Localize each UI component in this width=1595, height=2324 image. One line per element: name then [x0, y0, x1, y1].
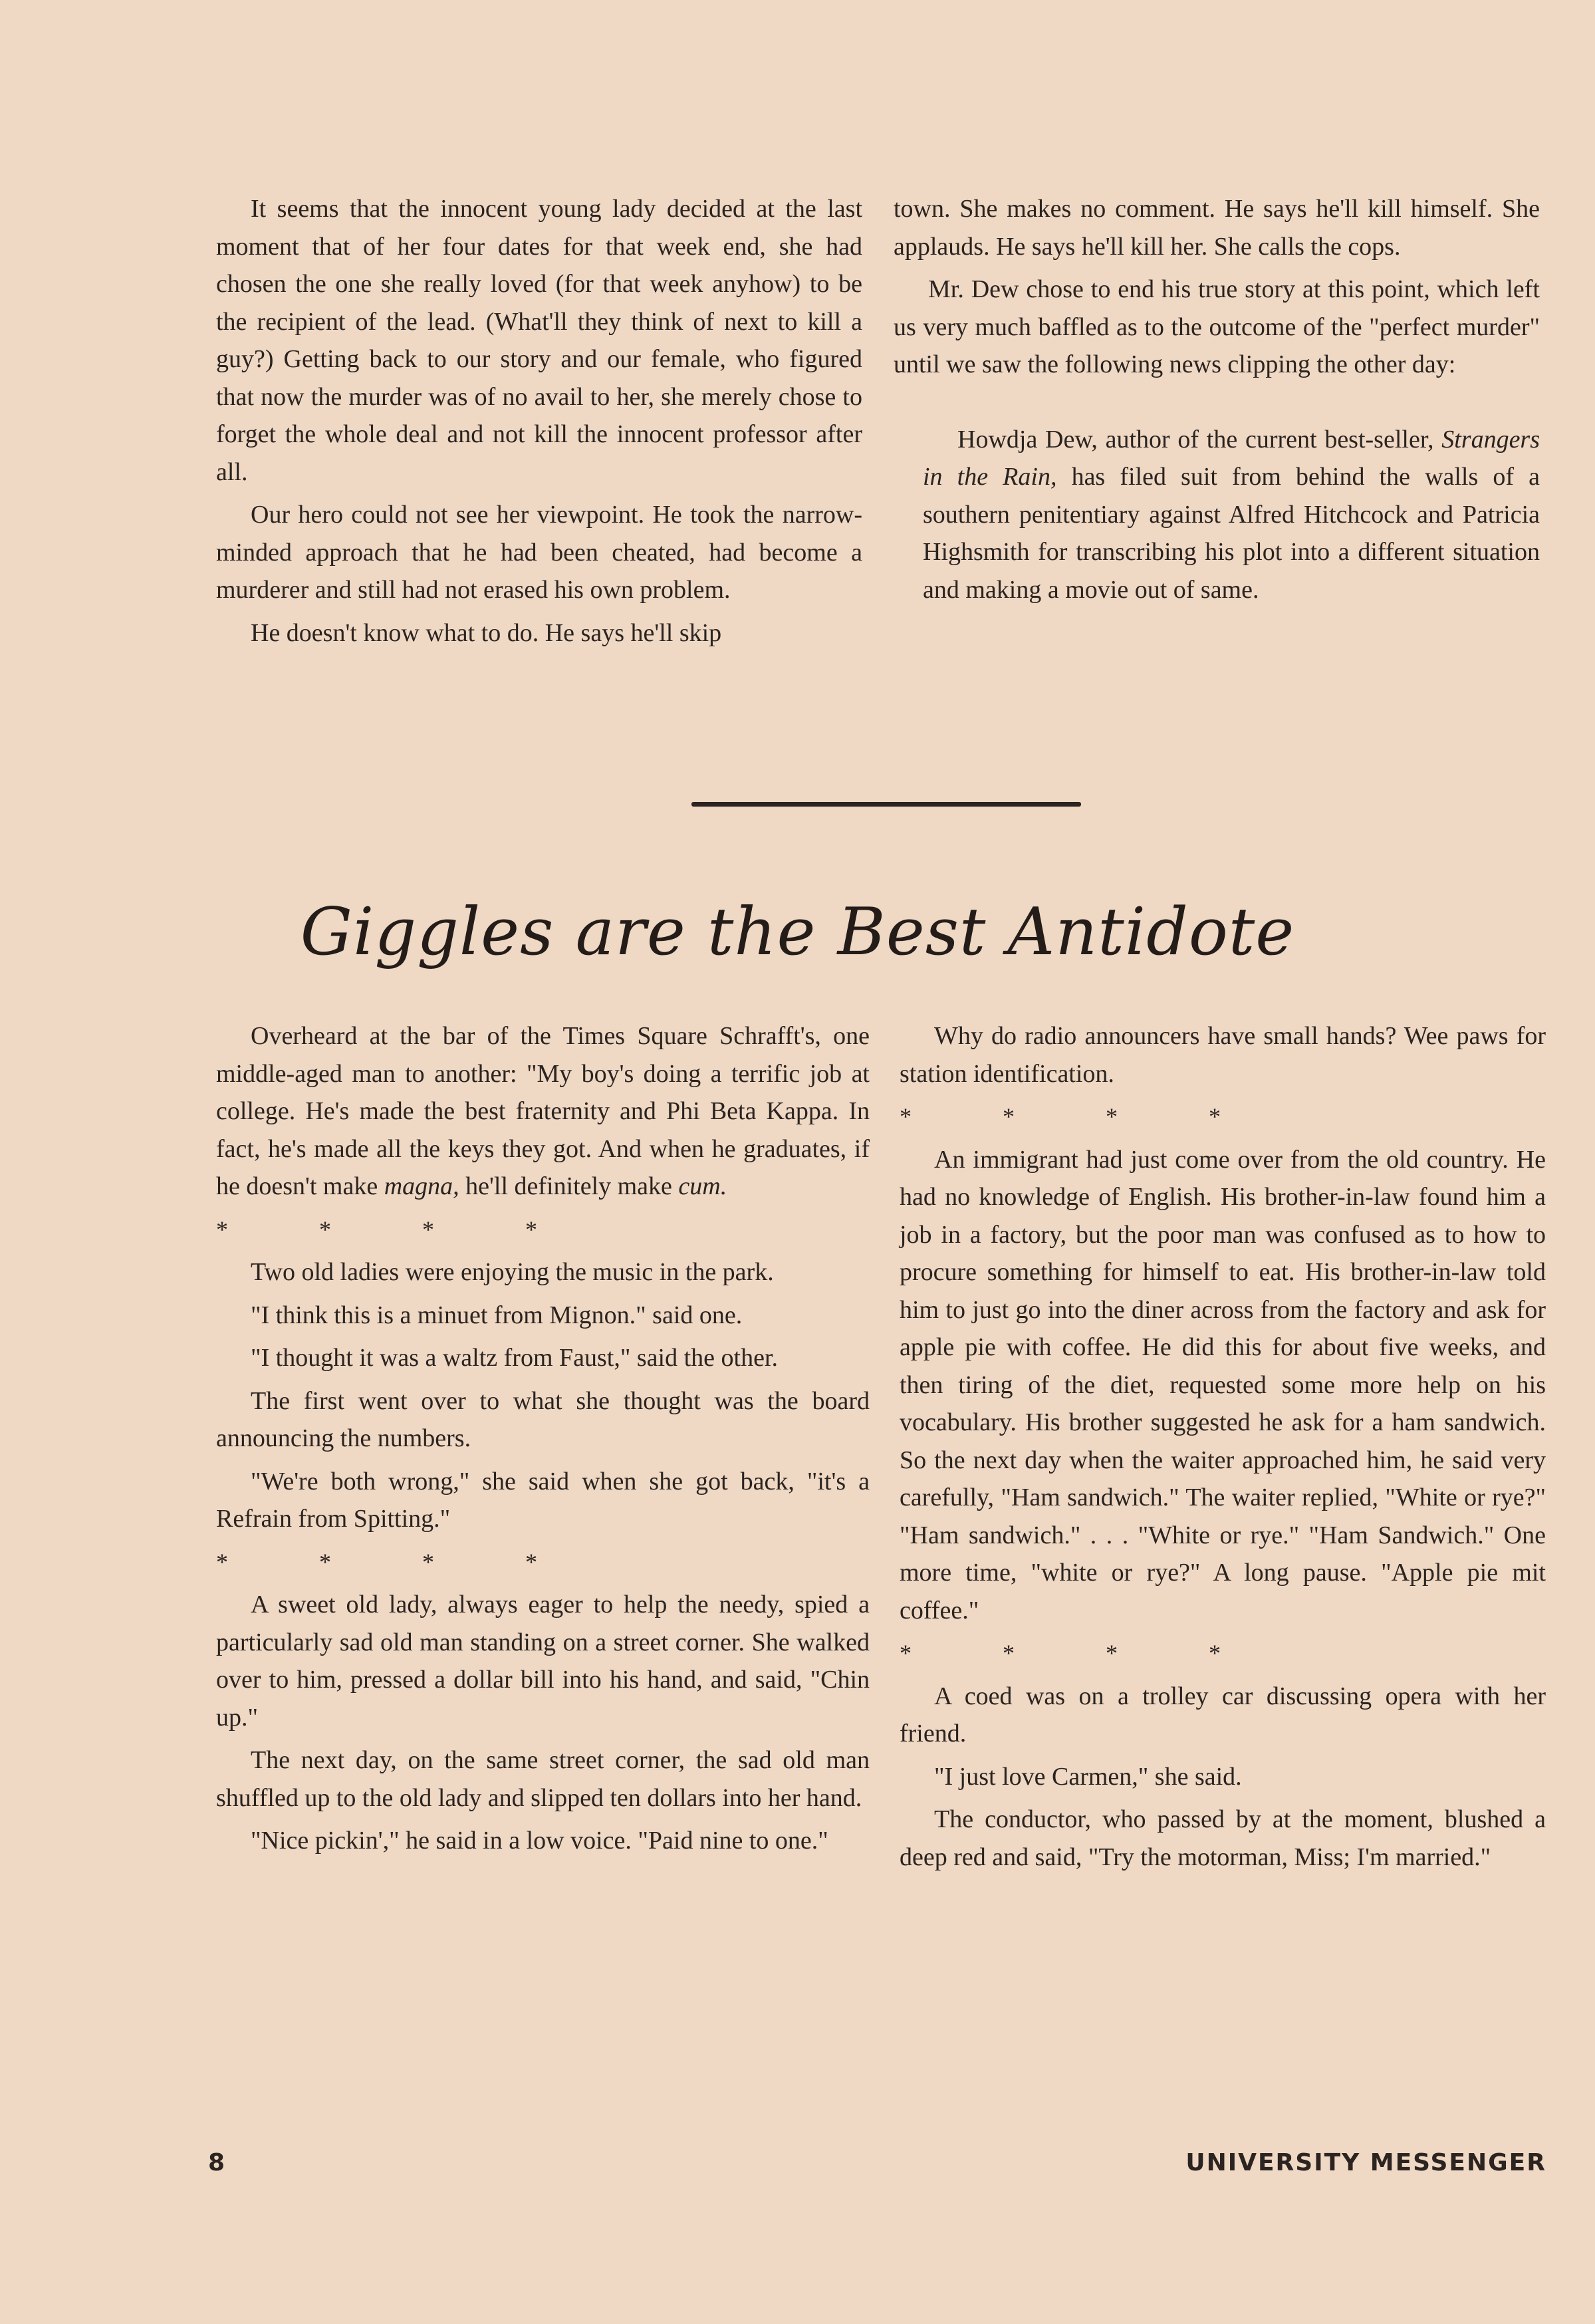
italic-word: cum.: [678, 1172, 727, 1200]
joke-text: Overheard at the bar of the Times Square Schrafft's, one middle-aged man to another: "My boy's doing a terrific job at college. He's made the best fraternity and Phi Beta Kappa. In fact, he's made all the keys they got. And when he graduates, if he doesn't make: [216, 1022, 870, 1200]
separator-stars: * * * *: [216, 1548, 580, 1575]
joke-text: he'll definitely make: [465, 1172, 672, 1200]
italic-word: magna,: [384, 1172, 459, 1200]
magazine-name: UNIVERSITY MESSENGER: [1185, 2149, 1546, 2176]
joke-paragraph: Why do radio announcers have small hands? Wee paws for station identification.: [900, 1022, 1546, 1088]
separator-stars: * * * *: [900, 1103, 1263, 1130]
section-divider: [691, 802, 1081, 807]
jokes-right-column: [900, 1017, 1546, 1881]
joke-paragraph: "I thought it was a waltz from Faust," said the other.: [251, 1344, 778, 1372]
section-headline: Giggles are the Best Antidote: [300, 894, 1295, 970]
joke-paragraph: A sweet old lady, always eager to help the needy, spied a particularly sad old man standing on a street corner. She walked over to him, pressed a dollar bill into his hand, and said, "Chin up.": [216, 1591, 870, 1732]
joke-paragraph: The first went over to what she thought was the board announcing the numbers.: [216, 1386, 870, 1452]
joke-paragraph: "I just love Carmen," she said.: [934, 1762, 1242, 1791]
story-paragraph: Our hero could not see her viewpoint. He took the narrow-minded approach that he had been cheated, had become a murderer and still had not erased his own problem.: [216, 501, 862, 604]
clipping-text: has filed suit from behind the walls of a southern penitentiary against Alfred Hitchcock and Patricia Highsmith for transcribing his plot into a different situation and making a movie out of same.: [923, 463, 1540, 604]
joke-paragraph: A coed was on a trolley car discussing opera with her friend.: [900, 1682, 1546, 1747]
joke-paragraph: Two old ladies were enjoying the music in the park.: [251, 1258, 774, 1286]
joke-paragraph: "Nice pickin'," he said in a low voice. "Paid nine to one.": [251, 1827, 828, 1855]
story-paragraph: He doesn't know what to do. He says he'll skip: [251, 618, 722, 647]
separator-stars: * * * *: [900, 1640, 1263, 1666]
joke-paragraph: [216, 1017, 870, 1206]
story-left-column: [216, 190, 862, 657]
joke-paragraph: "We're both wrong," she said when she got back, "it's a Refrain from Spitting.": [216, 1467, 870, 1533]
clipping-text: Howdja Dew, author of the current best-seller,: [957, 425, 1434, 453]
book-title: Strangers in the Rain,: [923, 425, 1540, 491]
story-right-column: [894, 190, 1540, 608]
story-paragraph: town. She makes no comment. He says he'll kill himself. She applauds. He says he'll kill her. She calls the cops.: [894, 195, 1540, 261]
separator-stars: * * * *: [216, 1216, 580, 1243]
joke-paragraph: An immigrant had just come over from the old country. He had no knowledge of English. His brother-in-law found him a job in a factory, but the poor man was confused as to how to procure something for himself to eat. His brother-in-law told him to just go into the diner across from the factory and ask for apple pie with coffee. He did this for about five weeks, and then tiring of the diet, requested some more help on his vocabulary. His brother suggested he ask for a ham sandwich. So the next day when the waiter approached him, he said very carefully, "Ham sandwich." The waiter replied, "White or rye?" "Ham sandwich." . . . "White or rye." "Ham Sandwich." One more time, "white or rye?" A long pause. "Apple pie mit coffee.": [900, 1145, 1546, 1624]
story-paragraph: Mr. Dew chose to end his true story at this point, which left us very much baffled as to the outcome of the "perfect murder" until we saw the following news clipping the other day:: [894, 275, 1540, 378]
joke-paragraph: The next day, on the same street corner, the sad old man shuffled up to the old lady and slipped ten dollars into her hand.: [216, 1746, 870, 1812]
jokes-left-column: [216, 1017, 870, 1865]
joke-paragraph: "I think this is a minuet from Mignon." said one.: [251, 1301, 743, 1329]
joke-paragraph: The conductor, who passed by at the moment, blushed a deep red and said, "Try the motorman, Miss; I'm married.": [900, 1805, 1546, 1871]
news-clipping: [923, 421, 1540, 609]
page-number: 8: [208, 2149, 227, 2176]
story-paragraph: It seems that the innocent young lady decided at the last moment that of her four dates for that week end, she had chosen the one she really loved (for that week anyhow) to be the recipient of the lead. (What'll they think of next to kill a guy?) Getting back to our story and our female, who figured that now the murder was of no avail to her, she merely chose to forget the whole deal and not kill the innocent professor after all.: [216, 195, 862, 486]
